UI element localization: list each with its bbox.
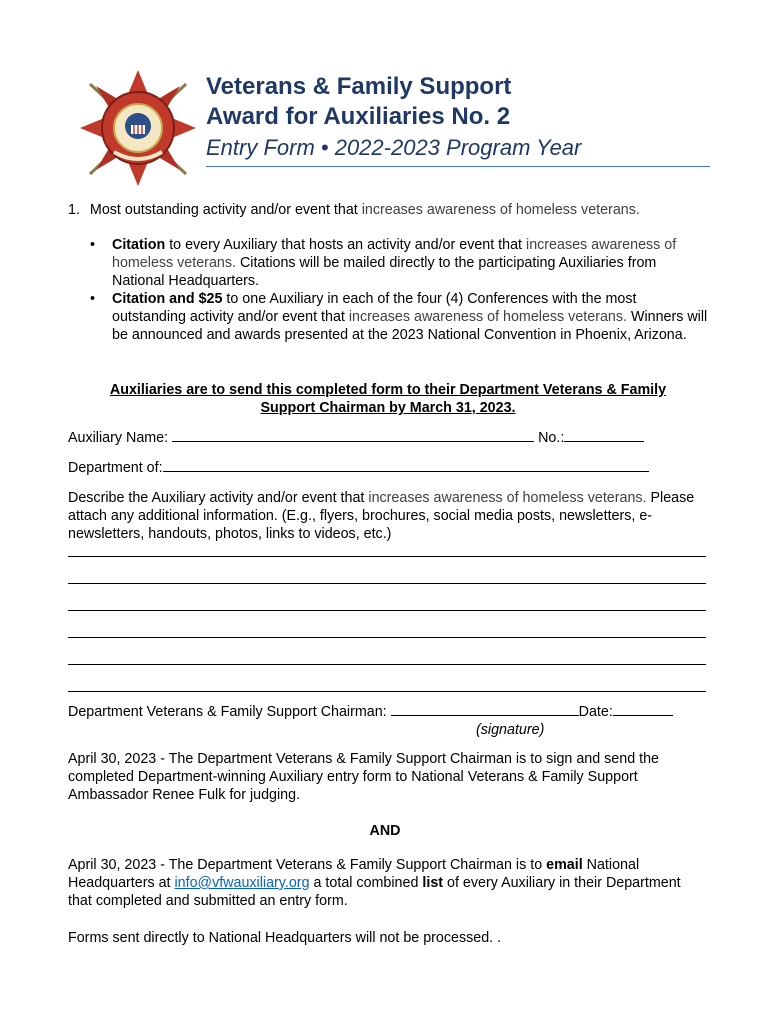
auxiliary-name-label: Auxiliary Name: <box>68 430 169 446</box>
deadline-2-text-d: of every Auxiliary in their Department that completed and submitted an entry form. <box>68 875 681 909</box>
bullet-citation-25-highlight: increases awareness of homeless veterans. <box>348 309 627 325</box>
signature-caption: (signature) <box>476 722 545 738</box>
item-1 <box>68 201 718 219</box>
item-1-text: Most outstanding activity and/or event that <box>89 202 362 218</box>
number-field[interactable] <box>564 429 644 442</box>
auxiliary-name-field[interactable] <box>172 429 534 442</box>
auxiliary-name-row <box>68 429 708 447</box>
deadline-2 <box>68 856 708 910</box>
instructions <box>68 381 708 417</box>
chairman-label: Department Veterans & Family Support Chairman: <box>68 704 387 720</box>
bullet-citation-bold: Citation <box>112 237 166 253</box>
number-label: No.: <box>538 430 565 446</box>
answer-line[interactable] <box>68 691 706 692</box>
and-label: AND <box>369 823 401 839</box>
deadline-1: April 30, 2023 - The Department Veterans & Family Support Chairman is to sign and send the completed Department-winning Auxiliary entry form to National Veterans & Family Support Ambassador Renee Fulk for judging. <box>68 751 659 803</box>
bullet-citation-25-bold: Citation and $25 <box>112 291 223 307</box>
page-title-line-2: Award for Auxiliaries No. 2 <box>206 103 511 130</box>
deadline-2-text-b: National Headquarters at <box>68 857 640 891</box>
describe-highlight: increases awareness of homeless veterans. <box>368 490 647 506</box>
answer-line[interactable] <box>68 556 706 557</box>
award-bullet-list <box>90 236 712 344</box>
bullet-citation-25-text-a: to one Auxiliary in each of the four (4) Conferences with the most outstanding activity and/or event that <box>112 291 637 325</box>
page-subtitle: Entry Form • 2022-2023 Program Year <box>206 135 582 160</box>
date-field[interactable] <box>613 703 673 716</box>
answer-line[interactable] <box>68 610 706 611</box>
date-label: Date: <box>578 704 613 720</box>
department-field[interactable] <box>163 459 649 472</box>
answer-line[interactable] <box>68 637 706 638</box>
describe-instructions <box>68 489 708 543</box>
bullet-dot-icon: • <box>90 237 96 253</box>
email-link[interactable]: info@vfwauxiliary.org <box>174 875 310 891</box>
bullet-citation-25-text-c: Winners will be announced and awards presented at the 2023 National Convention in Phoenix, Arizona. <box>112 309 708 343</box>
item-1-number: 1. <box>68 202 80 218</box>
bullet-citation-highlight: increases awareness of homeless veterans. <box>112 237 677 271</box>
describe-text-c: Please attach any additional information. (E.g., flyers, brochures, social media posts, newsletters, e-newsletters, handouts, photos, links to videos, etc.) <box>68 490 695 542</box>
title-block <box>206 72 710 167</box>
instructions-line-1: Auxiliaries are to send this completed form to their Department Veterans & Family <box>109 382 667 398</box>
footer-note: Forms sent directly to National Headquarters will not be processed. . <box>68 930 502 946</box>
bullet-citation-25 <box>90 290 712 344</box>
deadline-2-bold-email: email <box>546 857 583 873</box>
deadline-2-text-a: April 30, 2023 - The Department Veterans & Family Support Chairman is to <box>68 857 547 873</box>
page-title-line-1: Veterans & Family Support <box>206 73 512 100</box>
title-rule <box>206 166 710 167</box>
answer-line[interactable] <box>68 583 706 584</box>
item-1-highlight: increases awareness of homeless veterans. <box>361 202 640 218</box>
bullet-citation-text-a: to every Auxiliary that hosts an activity and/or event that <box>165 237 527 253</box>
department-label: Department of: <box>68 460 163 476</box>
deadline-2-bold-list: list <box>422 875 444 891</box>
bullet-citation-text-c: Citations will be mailed directly to the participating Auxiliaries from National Headquarters. <box>112 255 657 289</box>
answer-line[interactable] <box>68 664 706 665</box>
deadline-2-text-c: a total combined <box>309 875 423 891</box>
signature-row <box>68 703 718 721</box>
instructions-line-2: Support Chairman by March 31, 2023. <box>260 400 516 416</box>
signature-field[interactable] <box>391 703 579 716</box>
vfw-auxiliary-logo <box>76 66 200 190</box>
bullet-citation <box>90 236 712 290</box>
department-row <box>68 459 708 477</box>
bullet-dot-icon: • <box>90 291 96 307</box>
describe-text-a: Describe the Auxiliary activity and/or event that <box>68 490 369 506</box>
